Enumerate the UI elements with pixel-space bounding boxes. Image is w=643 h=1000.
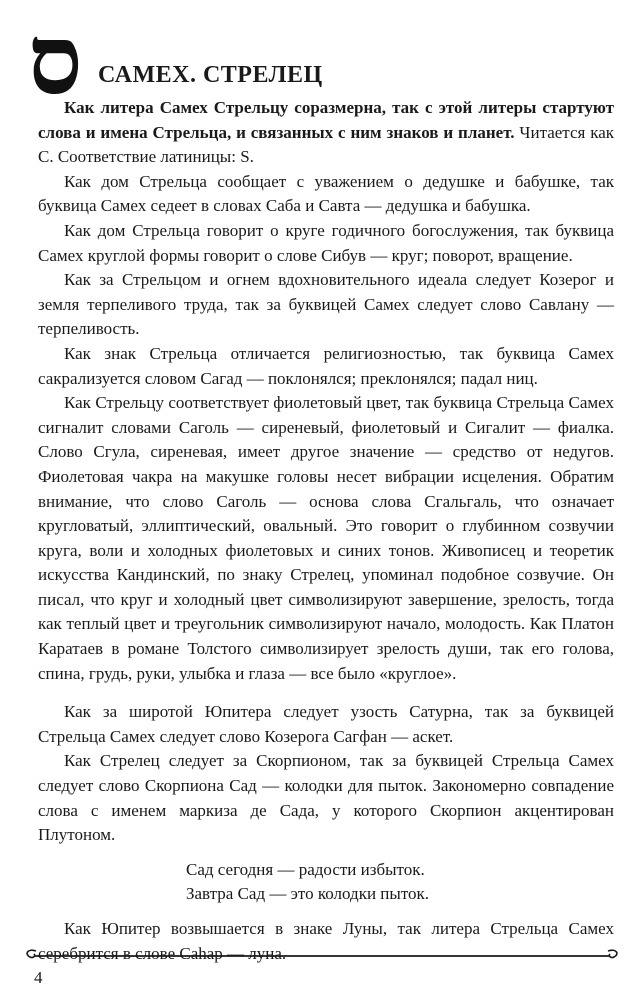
page-number: 4 xyxy=(34,968,43,987)
chapter-title: САМЕХ. СТРЕЛЕЦ xyxy=(98,62,323,88)
paragraph-intro xyxy=(38,96,614,170)
body-text xyxy=(38,96,614,966)
paragraph-patience: Как за Стрельцом и огнем вдохновительного идеала следует Козерог и земля терпеливого труда, так за буквицей Самех следует слово Савлану — терпеливость. xyxy=(38,270,614,339)
poem-line-2: Завтра Сад — это колодки пыток. xyxy=(186,884,430,904)
chapter-header xyxy=(28,3,618,116)
paragraph-worship: Как знак Стрельца отличается религиозностью, так буквица Самех сакрализуется словом Сагад — поклонялся; преклонялся; падал ниц. xyxy=(38,343,614,388)
samekh-dropcap: ס xyxy=(28,3,83,116)
ornamental-rule-icon xyxy=(22,946,622,962)
intro-rest: Читается как С. Соответствие латиницы: S. xyxy=(38,122,614,167)
intro-lead-bold: Как литера Самех Стрельцу соразмерна, так с этой литеры стартуют слова и имена Стрельца, и связанных с ним знаков и планет. xyxy=(38,98,614,142)
footer-rule xyxy=(22,946,622,962)
paragraph-grandparents: Как дом Стрельца сообщает с уважением о дедушке и бабушке, так буквица Самех седеет в словах Саба и Савта — дедушка и бабушка. xyxy=(38,171,614,216)
poem-line-1: Сад сегодня — радости избыток. xyxy=(186,859,425,879)
paragraph-moon: Как Юпитер возвышается в знаке Луны, так литера Стрельца Самех серебрится в слове Сahар — луна. xyxy=(38,919,614,963)
poem-block xyxy=(186,858,614,907)
paragraph-ascetic: Как за широтой Юпитера следует узость Сатурна, так за буквицей Стрельца Самех следует слово Козерога Сагфан — аскет. xyxy=(38,702,614,746)
paragraph-violet: Как Стрельцу соответствует фиолетовый цвет, так буквица Стрельца Самех сигналит словами Саголь — сиреневый, фиолетовый и Сигалит — фиалка. Слово Сгула, сиреневая, имеет другое значение — средство от недугов. Фиолетовая чакра на макушке головы несет вибрации исцеления. Обратим внимание, что слово Саголь — основа слова Сгальгаль, что означает кругловатый, эллиптический, овальный. Это говорит о глубинном созвучии круга, воли и холодных фиолетовых и синих тонов. Живописец и теоретик искусства Кандинский, по знаку Стрелец, упоминал подобное созвучие. Он писал, что круг и холодный цвет символизируют завершение, зрелость, тогда как теплый цвет и треугольник символизируют начало, молодость. Как Платон Каратаев в романе Толстого символизирует зрелость души, так его голова, спина, грудь, руки, улыбка и глаза — все было «круглое». xyxy=(38,393,614,683)
paragraph-circle: Как дом Стрельца говорит о круге годичного богослужения, так буквица Самех круглой формы говорит о слове Сибув — круг; поворот, вращение. xyxy=(38,220,614,265)
paragraph-sad: Как Стрелец следует за Скорпионом, так за буквицей Стрельца Самех следует слово Скорпиона Сад — колодки для пыток. Закономерно совпадение слова с именем маркиза де Сада, у которого Скорпион акцентирован Плутоном. xyxy=(38,751,614,845)
